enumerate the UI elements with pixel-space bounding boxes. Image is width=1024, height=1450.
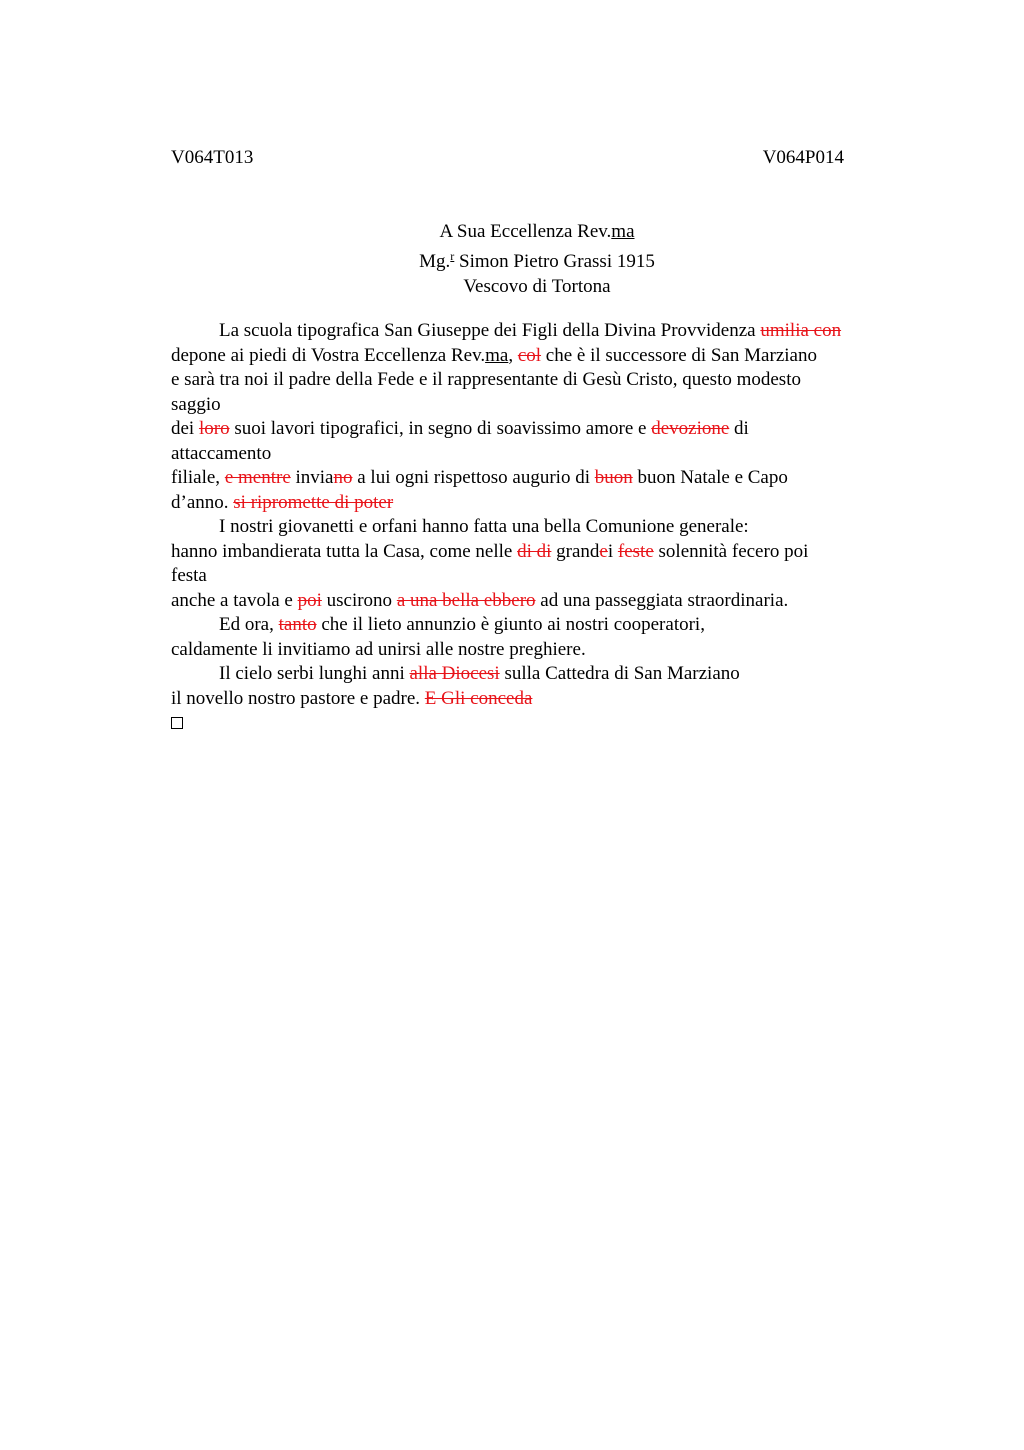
text-segment: suoi lavori tipografici, in segno di soavissimo amore e (229, 418, 652, 439)
text-segment: Ed ora, (219, 614, 279, 635)
text-segment: che è il successore di San Marziano (541, 344, 817, 366)
body-line-10 (171, 540, 931, 565)
text-segment: , (508, 344, 518, 366)
text-segment: invia (290, 467, 334, 488)
text-segment: caldamente li invitiamo ad unirsi alle nostre preghiere. (171, 638, 586, 660)
text-segment: festa (171, 565, 207, 586)
deleted-text: e (599, 540, 608, 562)
deleted-text: poi (297, 589, 322, 611)
text-segment: Il cielo serbi lunghi anni (219, 663, 410, 684)
address-title: A Sua Eccellenza Rev. (439, 221, 612, 242)
text-segment: solennità fecero poi (653, 540, 809, 562)
deleted-text: loro (198, 418, 230, 439)
text-segment: grand (551, 540, 600, 562)
body-line-1 (171, 319, 931, 344)
body-line-2 (171, 344, 931, 369)
text-segment: di (729, 418, 749, 439)
body-line-13 (171, 613, 931, 638)
text-segment: dei (171, 418, 199, 439)
text-segment: ad una passeggiata straordinaria. (535, 589, 789, 611)
deleted-text: E Gli conceda (424, 687, 533, 709)
text-segment: filiale, (171, 467, 225, 488)
address-honorific: Mg. (419, 251, 451, 272)
body-line-8 (171, 491, 931, 516)
text-segment: attaccamento (171, 442, 272, 464)
body-line-14 (171, 638, 931, 663)
underlined-abbr: ma (485, 344, 509, 366)
text-segment: sulla Cattedra di San Marziano (499, 663, 740, 684)
text-segment: che il lieto annunzio è giunto ai nostri cooperatori, (316, 614, 705, 635)
body-line-11 (171, 564, 931, 589)
text-segment: La scuola tipografica San Giuseppe dei Figli della Divina Provvidenza (219, 320, 761, 341)
deleted-text: col (517, 344, 542, 366)
body-line-16 (171, 687, 931, 712)
body-line-7 (171, 466, 931, 491)
text-segment: I nostri giovanetti e orfani hanno fatta una bella Comunione generale: (219, 516, 749, 537)
body-line-5 (171, 417, 931, 442)
text-segment: anche a tavola e (171, 589, 298, 611)
text-segment: hanno imbandierata tutta la Casa, come nelle (171, 540, 518, 562)
end-marker-box-icon (171, 717, 183, 729)
body-line-9 (171, 515, 931, 540)
deleted-text: si ripromette di poter (233, 491, 394, 513)
deleted-text: buon (594, 467, 633, 488)
body-line-3 (171, 368, 931, 393)
letter-body (171, 319, 931, 736)
document-code-right: V064P014 (762, 147, 844, 168)
deleted-text: tanto (278, 614, 317, 635)
deleted-text: e mentre (224, 467, 291, 488)
text-segment: d’anno. (171, 491, 234, 513)
deleted-text: umilia con (760, 320, 842, 341)
body-line-12 (171, 589, 931, 614)
deleted-text: di di (517, 540, 552, 562)
address-line-2 (171, 244, 903, 274)
deleted-text: feste (617, 540, 654, 562)
text-segment: i (607, 540, 618, 562)
text-segment: depone ai piedi di Vostra Eccellenza Rev. (171, 344, 486, 366)
body-line-17 (171, 711, 931, 736)
text-segment: a lui ogni rispettoso augurio di (352, 467, 595, 488)
text-segment: buon Natale e Capo (632, 467, 788, 488)
body-line-4 (171, 393, 931, 418)
address-block (171, 219, 903, 299)
text-segment: il novello nostro pastore e padre. (171, 687, 425, 709)
text-segment: e sarà tra noi il padre della Fede e il rappresentante di Gesù Cristo, questo modesto (171, 369, 801, 390)
deleted-text: no (333, 467, 353, 488)
address-line-3: Vescovo di Tortona (463, 276, 611, 297)
body-line-6 (171, 442, 931, 467)
address-name: Simon Pietro Grassi 1915 (454, 251, 655, 272)
text-segment: saggio (171, 393, 221, 415)
deleted-text: alla Diocesi (409, 663, 500, 684)
deleted-text: devozione (651, 418, 730, 439)
body-line-15 (171, 662, 931, 687)
address-abbr: ma (611, 221, 635, 242)
address-line-1 (171, 219, 903, 244)
address-honorific-sup: r (450, 249, 455, 263)
text-segment: uscirono (321, 589, 397, 611)
deleted-text: a una bella ebbero (396, 589, 536, 611)
document-code-left: V064T013 (171, 147, 254, 168)
